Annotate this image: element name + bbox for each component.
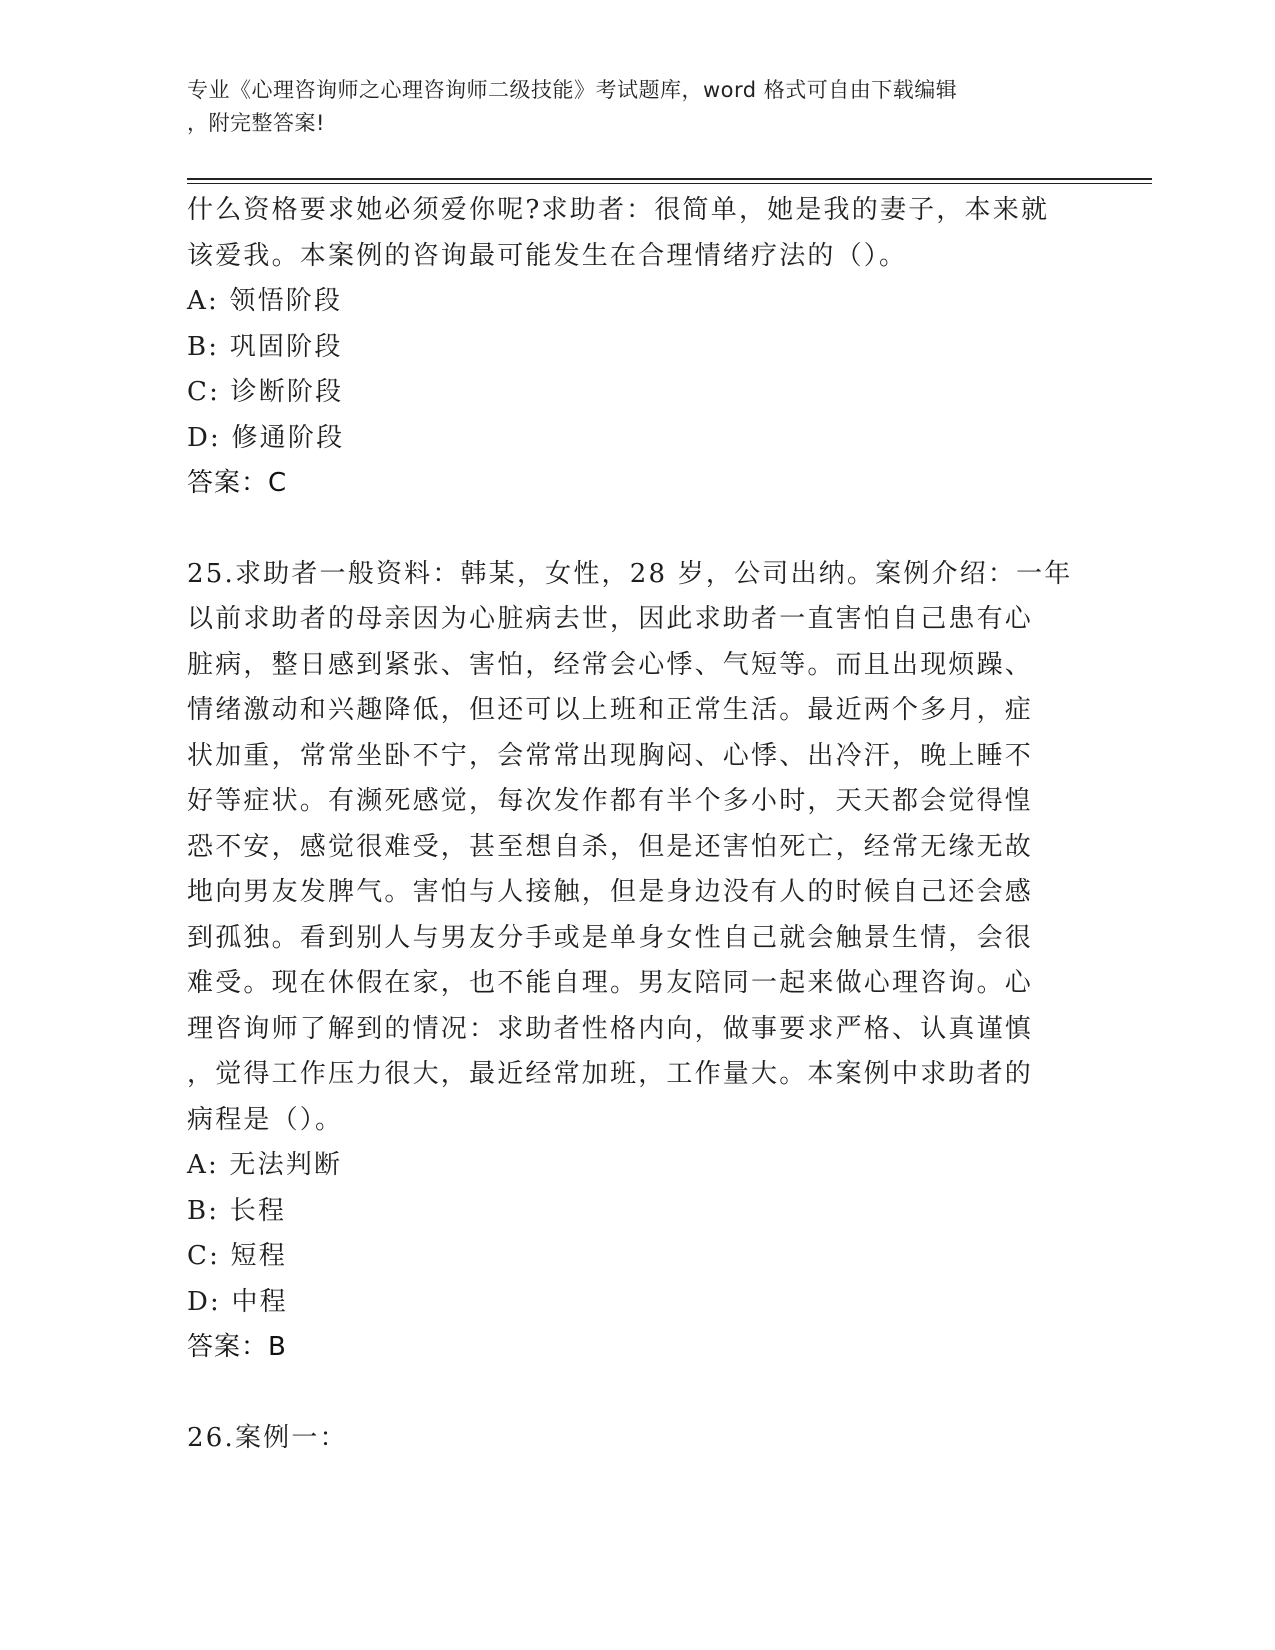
question-stem-line: 什么资格要求她必须爱你呢?求助者：很简单，她是我的妻子，本来就: [187, 195, 1050, 225]
option-b: B: 巩固阶段: [187, 331, 343, 362]
question-stem-line: 恐不安，感觉很难受，甚至想自杀，但是还害怕死亡，经常无缘无故: [187, 831, 1034, 862]
option-a: A: 无法判断: [187, 1150, 343, 1180]
question-stem-line: 难受。现在休假在家，也不能自理。男友陪同一起来做心理咨询。心: [187, 968, 1034, 998]
answer-line: 答案：B: [187, 1332, 287, 1362]
question-stem-line: 25.求助者一般资料：韩某，女性，28 岁，公司出纳。案例介绍：一年: [187, 558, 1073, 589]
header-line-2: ，附完整答案!: [187, 111, 325, 135]
question-stem-line: 地向男友发脾气。害怕与人接触，但是身边没有人的时候自己还会感: [187, 877, 1034, 907]
question-stem-line: 以前求助者的母亲因为心脏病去世，因此求助者一直害怕自己患有心: [187, 604, 1034, 634]
question-stem-line: 脏病，整日感到紧张、害怕，经常会心悸、气短等。而且出现烦躁、: [187, 649, 1034, 680]
question-stem-line: 26.案例一：: [187, 1422, 348, 1453]
document-body: [187, 188, 1087, 1461]
option-b: B: 长程: [187, 1195, 287, 1226]
option-d: D: 修通阶段: [187, 422, 345, 453]
option-c: C: 短程: [187, 1241, 287, 1271]
header-line-1: 专业《心理咨询师之心理咨询师二级技能》考试题库，word 格式可自由下载编辑: [187, 78, 958, 102]
question-stem-line: 情绪激动和兴趣降低，但还可以上班和正常生活。最近两个多月，症: [187, 695, 1034, 725]
question-stem-line: 该爱我。本案例的咨询最可能发生在合理情绪疗法的（）。: [187, 240, 908, 271]
question-stem-line: ，觉得工作压力很大，最近经常加班，工作量大。本案例中求助者的: [187, 1059, 1034, 1089]
question-26: [187, 1416, 1087, 1462]
document-header: [187, 74, 1087, 140]
question-stem-line: 到孤独。看到别人与男友分手或是单身女性自己就会触景生情，会很: [187, 922, 1034, 953]
option-a: A: 领悟阶段: [187, 286, 343, 316]
question-24: [187, 188, 1087, 507]
option-c: C: 诊断阶段: [187, 377, 344, 407]
option-d: D: 中程: [187, 1286, 288, 1317]
question-stem-line: 理咨询师了解到的情况：求助者性格内向，做事要求严格、认真谨慎: [187, 1013, 1034, 1044]
answer-line: 答案：C: [187, 468, 288, 498]
question-stem-line: 好等症状。有濒死感觉，每次发作都有半个多小时，天天都会觉得惶: [187, 786, 1034, 816]
header-divider-thick: [187, 178, 1152, 180]
question-stem-line: 状加重，常常坐卧不宁，会常常出现胸闷、心悸、出冷汗，晚上睡不: [187, 740, 1034, 771]
question-stem-line: 病程是（）。: [187, 1104, 344, 1135]
header-divider-thin: [187, 183, 1152, 184]
question-25: [187, 552, 1087, 1371]
